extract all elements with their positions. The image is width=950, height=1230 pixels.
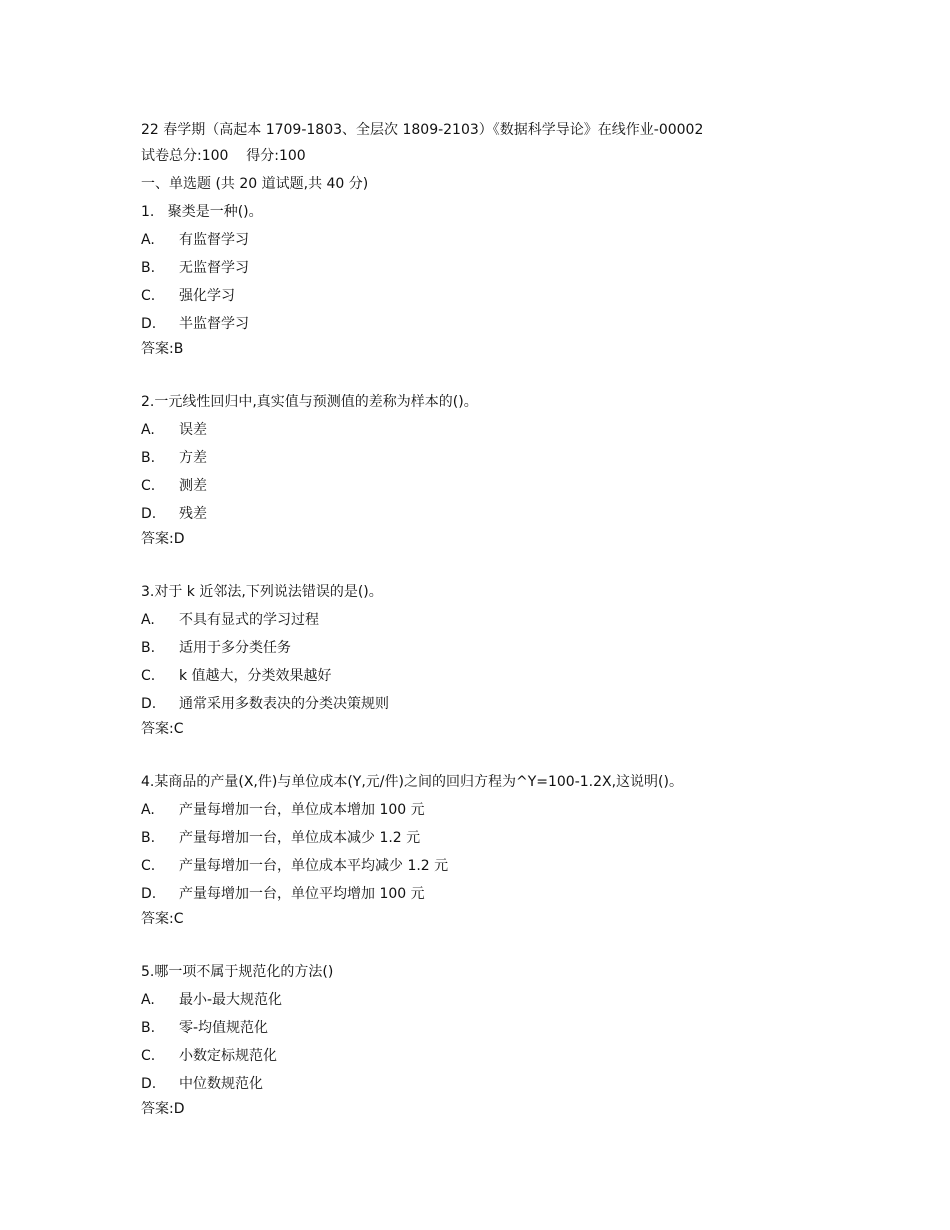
option-text: 不具有显式的学习过程 — [179, 612, 319, 628]
option-row — [141, 416, 921, 444]
option-row — [141, 852, 921, 880]
option-text: 无监督学习 — [179, 260, 249, 276]
option-letter: B. — [141, 1020, 156, 1036]
question-spacer — [141, 930, 921, 958]
question-list — [141, 198, 921, 1120]
option-letter: D. — [141, 506, 157, 522]
answer-line: 答案:B — [141, 341, 184, 357]
option-text: 残差 — [179, 506, 207, 522]
option-row — [141, 690, 921, 718]
answer-line: 答案:D — [141, 531, 185, 547]
question-stem: 4.某商品的产量(X,件)与单位成本(Y,元/件)之间的回归方程为^Y=100-1.2X,这说明()。 — [141, 774, 683, 790]
option-row — [141, 880, 921, 908]
option-letter: C. — [141, 668, 156, 684]
option-row — [141, 472, 921, 500]
option-letter: B. — [141, 830, 156, 846]
option-letter: B. — [141, 640, 156, 656]
option-letter: D. — [141, 1076, 157, 1092]
answer-line: 答案:D — [141, 1101, 185, 1117]
option-text: 误差 — [179, 422, 207, 438]
answer-line: 答案:C — [141, 721, 184, 737]
option-letter: D. — [141, 886, 157, 902]
option-row — [141, 226, 921, 254]
option-text: 产量每增加一台，单位成本平均减少 1.2 元 — [179, 858, 449, 874]
option-row — [141, 606, 921, 634]
question-stem: 3.对于 k 近邻法,下列说法错误的是()。 — [141, 584, 383, 600]
option-text: 通常采用多数表决的分类决策规则 — [179, 696, 389, 712]
question-spacer — [141, 740, 921, 768]
question-block — [141, 388, 921, 578]
option-row — [141, 796, 921, 824]
option-letter: C. — [141, 478, 156, 494]
option-row — [141, 310, 921, 338]
question-block — [141, 578, 921, 768]
option-text: 产量每增加一台，单位成本增加 100 元 — [179, 802, 425, 818]
option-text: 中位数规范化 — [179, 1076, 263, 1092]
option-text: 零-均值规范化 — [179, 1020, 269, 1036]
option-letter: A. — [141, 612, 155, 628]
option-letter: C. — [141, 1048, 156, 1064]
option-letter: C. — [141, 858, 156, 874]
section-title: 一、单选题 (共 20 道试题,共 40 分) — [141, 176, 369, 192]
option-letter: D. — [141, 316, 157, 332]
option-letter: A. — [141, 992, 155, 1008]
option-text: 测差 — [179, 478, 207, 494]
option-row — [141, 1070, 921, 1098]
option-row — [141, 254, 921, 282]
question-block — [141, 958, 921, 1120]
option-row — [141, 634, 921, 662]
document-page — [141, 118, 921, 1120]
option-text: 适用于多分类任务 — [179, 640, 291, 656]
question-spacer — [141, 360, 921, 388]
option-text: 半监督学习 — [179, 316, 249, 332]
option-text: 产量每增加一台，单位成本减少 1.2 元 — [179, 830, 421, 846]
option-row — [141, 444, 921, 472]
question-stem: 2.一元线性回归中,真实值与预测值的差称为样本的()。 — [141, 394, 478, 410]
option-row — [141, 1014, 921, 1042]
option-text: 方差 — [179, 450, 207, 466]
option-row — [141, 500, 921, 528]
option-text: 有监督学习 — [179, 232, 249, 248]
question-block — [141, 768, 921, 958]
option-text: 小数定标规范化 — [179, 1048, 277, 1064]
score-line: 试卷总分:100 得分:100 — [141, 148, 306, 164]
option-text: 最小-最大规范化 — [179, 992, 283, 1008]
option-text: 产量每增加一台，单位平均增加 100 元 — [179, 886, 425, 902]
option-letter: C. — [141, 288, 156, 304]
option-letter: D. — [141, 696, 157, 712]
option-letter: B. — [141, 450, 156, 466]
question-stem: 5.哪一项不属于规范化的方法() — [141, 964, 334, 980]
option-row — [141, 986, 921, 1014]
answer-line: 答案:C — [141, 911, 184, 927]
option-letter: A. — [141, 232, 155, 248]
option-row — [141, 1042, 921, 1070]
option-row — [141, 824, 921, 852]
question-spacer — [141, 550, 921, 578]
question-block — [141, 198, 921, 388]
option-text: k 值越大，分类效果越好 — [179, 668, 332, 684]
option-letter: B. — [141, 260, 156, 276]
option-letter: A. — [141, 802, 155, 818]
option-row — [141, 282, 921, 310]
option-letter: A. — [141, 422, 155, 438]
option-row — [141, 662, 921, 690]
question-stem: 1. 聚类是一种()。 — [141, 204, 263, 220]
option-text: 强化学习 — [179, 288, 235, 304]
document-title: 22 春学期（高起本 1709-1803、全层次 1809-2103）《数据科学导论》在线作业-00002 — [141, 122, 704, 138]
